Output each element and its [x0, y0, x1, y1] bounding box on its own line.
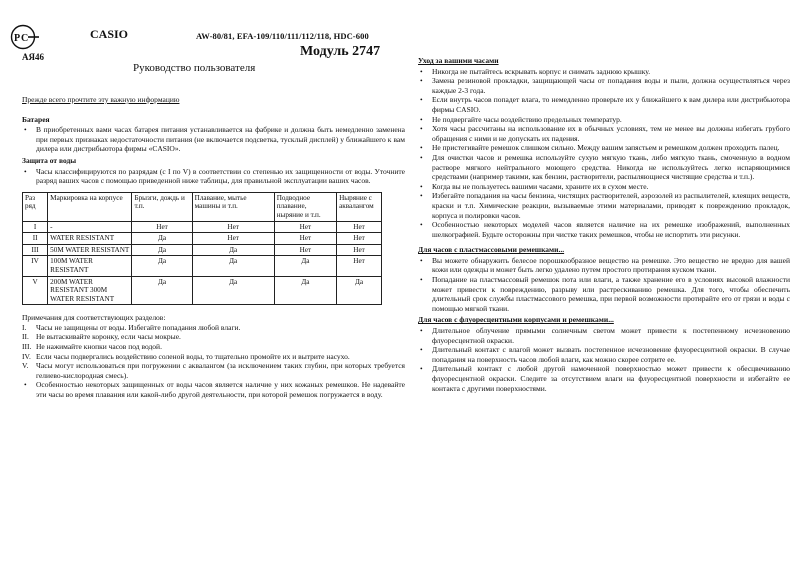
note-number: II. [22, 332, 29, 342]
note-number: I. [22, 322, 27, 332]
battery-text: • В приобретенных вами часах батарея питания устанавливается на фабрике и должна быть немедленно заменена при первых признаках недостаточности питания (не включается подсветка, тусклый дисплей) у ближайшего к вам дилера или дистрибьютора фирмы «CASIO». [22, 125, 405, 154]
table-header-cell: Плавание, мытье машины и т.п. [192, 192, 274, 221]
table-row [23, 256, 382, 276]
note-number: IV. [22, 351, 31, 361]
table-cell: Да [192, 244, 274, 256]
pct-certification-mark-icon [6, 24, 40, 50]
list-item: • Избегайте попадания на часы бензина, чистящих растворителей, аэрозолей из распылителей, клеящих веществ, краски и т.п. Химические реакции, вызываемые этими материалами, приводят к повреждению прокладок, корпуса и полировки часов. [418, 191, 790, 220]
table-header-cell: Маркировка на корпусе [48, 192, 132, 221]
table-cell: Нет [337, 221, 382, 233]
water-heading: Защита от воды [22, 155, 77, 165]
intro-heading: Прежде всего прочтите эту важную информацию [22, 95, 180, 104]
table-cell: WATER RESISTANT [48, 233, 132, 245]
battery-list [22, 125, 405, 154]
left-column [22, 95, 405, 400]
table-cell: II [23, 233, 48, 245]
note-item [22, 352, 405, 362]
note-text: Если часы подвергались воздействию соленой воды, то тщательно промойте их и вытрите насухо. [36, 351, 350, 361]
note-text: Часы не защищены от воды. Избегайте попадания любой влаги. [36, 322, 241, 332]
fluorescent-heading: Для часов с флуоресцентными корпусами и ремешками... [418, 315, 614, 325]
table-row [23, 276, 382, 305]
list-item: • Не пристегивайте ремешок слишком сильно. Между вашим запястьем и ремешком должен проходить палец. [418, 143, 790, 153]
note-item [22, 361, 405, 380]
table-cell: Нет [337, 244, 382, 256]
table-header-cell: Брызги, дождь и т.п. [132, 192, 192, 221]
table-cell: Да [192, 256, 274, 276]
care-list [418, 67, 790, 240]
care-heading: Уход за вашими часами [418, 56, 499, 65]
table-cell: 200M WATER RESISTANT 300M WATER RESISTANT [48, 276, 132, 305]
battery-heading: Батарея [22, 114, 50, 124]
table-cell: Нет [274, 244, 336, 256]
water-text: • Часы классифицируются по разрядам (с I по V) в соответствии со степенью их защищенности от воды. Уточните разряд ваших часов с помощью приведенной ниже таблицы, для правильной эксплуатации ваших часов. [22, 167, 405, 186]
list-item: • Особенностью некоторых защищенных от воды часов является наличие у них кожаных ремешков. Не надевайте эти часы во время плавания или какой-либо другой деятельности, при которой ремешок погружается в воду. [22, 380, 405, 399]
table-cell: IV [23, 256, 48, 276]
table-cell: Нет [132, 221, 192, 233]
table-cell: Да [192, 276, 274, 305]
list-item: • Замена резиновой прокладки, защищающей часы от попадания воды и пыли, должна осуществляться через каждые 2-3 года. [418, 76, 790, 95]
table-cell: V [23, 276, 48, 305]
table-cell: - [48, 221, 132, 233]
table-cell: Да [132, 256, 192, 276]
right-column [418, 54, 790, 393]
note-item [22, 323, 405, 333]
table-cell: 50M WATER RESISTANT [48, 244, 132, 256]
note-item [22, 332, 405, 342]
brand-name: CASIO [90, 27, 129, 41]
table-cell: Да [132, 233, 192, 245]
table-cell: I [23, 221, 48, 233]
table-header-cell: Раз ряд [23, 192, 48, 221]
list-item: • Вы можете обнаружить белесое порошкообразное вещество на ремешке. Это вещество не вредно для вашей кожи или одежды и может быть легко удалено путем простого протирания куском ткани. [418, 256, 790, 275]
list-item: • Когда вы не пользуетесь вашими часами, храните их в сухом месте. [418, 182, 790, 192]
table-cell: Нет [337, 256, 382, 276]
strap-warning-list [22, 380, 405, 399]
list-item: • Попадание на пластмассовый ремешок пота или влаги, а также хранение его в условиях высокой влажности может привести к повреждению, разрыву или растрескиванию ремешка. Для того, чтобы обеспечить длительный срок службы пластмассового ремешка, при первой возможности протирайте его от грязи и воды с помощью мягкой ткани. [418, 275, 790, 313]
table-row [23, 233, 382, 245]
table-cell: III [23, 244, 48, 256]
table-cell: Да [132, 276, 192, 305]
table-cell: Нет [337, 233, 382, 245]
list-item: • Хотя часы рассчитаны на использование их в обычных условиях, тем не менее вы должны избегать грубого обращения с ними и не допускать их падения. [418, 124, 790, 143]
note-number: V. [22, 361, 29, 371]
list-item: • Длительный контакт с влагой может вызвать постепенное исчезновение флуоресцентной окраски. В случае попадания на поверхность часов любой влаги, как можно скорее сотрите ее. [418, 345, 790, 364]
table-cell: Да [132, 244, 192, 256]
water-list [22, 167, 405, 186]
list-item: • Особенностью некоторых моделей часов является наличие на их ремешке изображений, выполненных шелкографией. Будьте осторожны при чистке таких ремешков, чтобы не испортить эти рисунки. [418, 220, 790, 239]
table-cell: Нет [274, 221, 336, 233]
certification-code: АЯ46 [22, 52, 44, 62]
table-header-cell: Подводное плавание, ныряние и т.п. [274, 192, 336, 221]
model-numbers: AW-80/81, EFA-109/110/111/112/118, HDC-600 [196, 31, 369, 41]
table-cell: Нет [192, 233, 274, 245]
module-title: Модуль 2747 [300, 44, 381, 59]
table-cell: Нет [274, 233, 336, 245]
note-text: Часы могут использоваться при погружении с аквалангом (за исключением таких глубин, при которых требуется гелиево-кислородная смесь). [36, 361, 405, 380]
svg-text:С: С [21, 33, 29, 44]
table-cell: Да [274, 256, 336, 276]
water-resistance-table [22, 192, 382, 306]
notes-heading: Примечания для соответствующих разделов: [22, 313, 166, 323]
list-item: • Если внутрь часов попадет влага, то немедленно проверьте их у ближайшего к вам дилера или дистрибьютора фирмы CASIO. [418, 95, 790, 114]
document-title: Руководство пользователя [133, 62, 256, 74]
fluorescent-list [418, 326, 790, 393]
list-item: • Для очистки часов и ремешка используйте сухую мягкую ткань, либо мягкую ткань, смоченную в водном растворе мягкого нейтрального моющего средства. Никогда не используйтесь легко испаряющимися средствами (например такими, как бензин, растворители, распыляющиеся чистящие средства и т.п.). [418, 153, 790, 182]
table-cell: Да [337, 276, 382, 305]
note-number: III. [22, 342, 32, 352]
note-item [22, 342, 405, 352]
plastic-list [418, 256, 790, 314]
note-text: Не вытаскивайте коронку, если часы мокрые. [36, 332, 181, 342]
table-row [23, 221, 382, 233]
svg-text:Р: Р [14, 33, 21, 44]
table-header-row [23, 192, 382, 221]
plastic-heading: Для часов с пластмассовыми ремешками... [418, 245, 565, 255]
table-row [23, 244, 382, 256]
table-cell: 100M WATER RESISTANT [48, 256, 132, 276]
list-item: • Длительное облучение прямыми солнечным светом может привести к постепенному исчезновению флуоресцентной окраски. [418, 326, 790, 345]
list-item: • Не подвергайте часы воздействию предельных температур. [418, 115, 790, 125]
list-item: • Никогда не пытайтесь вскрывать корпус и снимать заднюю крышку. [418, 67, 790, 77]
note-text: Не нажимайте кнопки часов под водой. [36, 342, 162, 352]
table-cell: Да [274, 276, 336, 305]
table-cell: Нет [192, 221, 274, 233]
table-header-cell: Ныряние с аквалангом [337, 192, 382, 221]
list-item: • Длительный контакт с любой другой намоченной поверхностью может привести к обесцвечиванию флуоресцентной окраски. Следите за отсутствием влаги на флуоресцентной поверхности и избегайте ее контакта с другими поверхностями. [418, 364, 790, 393]
